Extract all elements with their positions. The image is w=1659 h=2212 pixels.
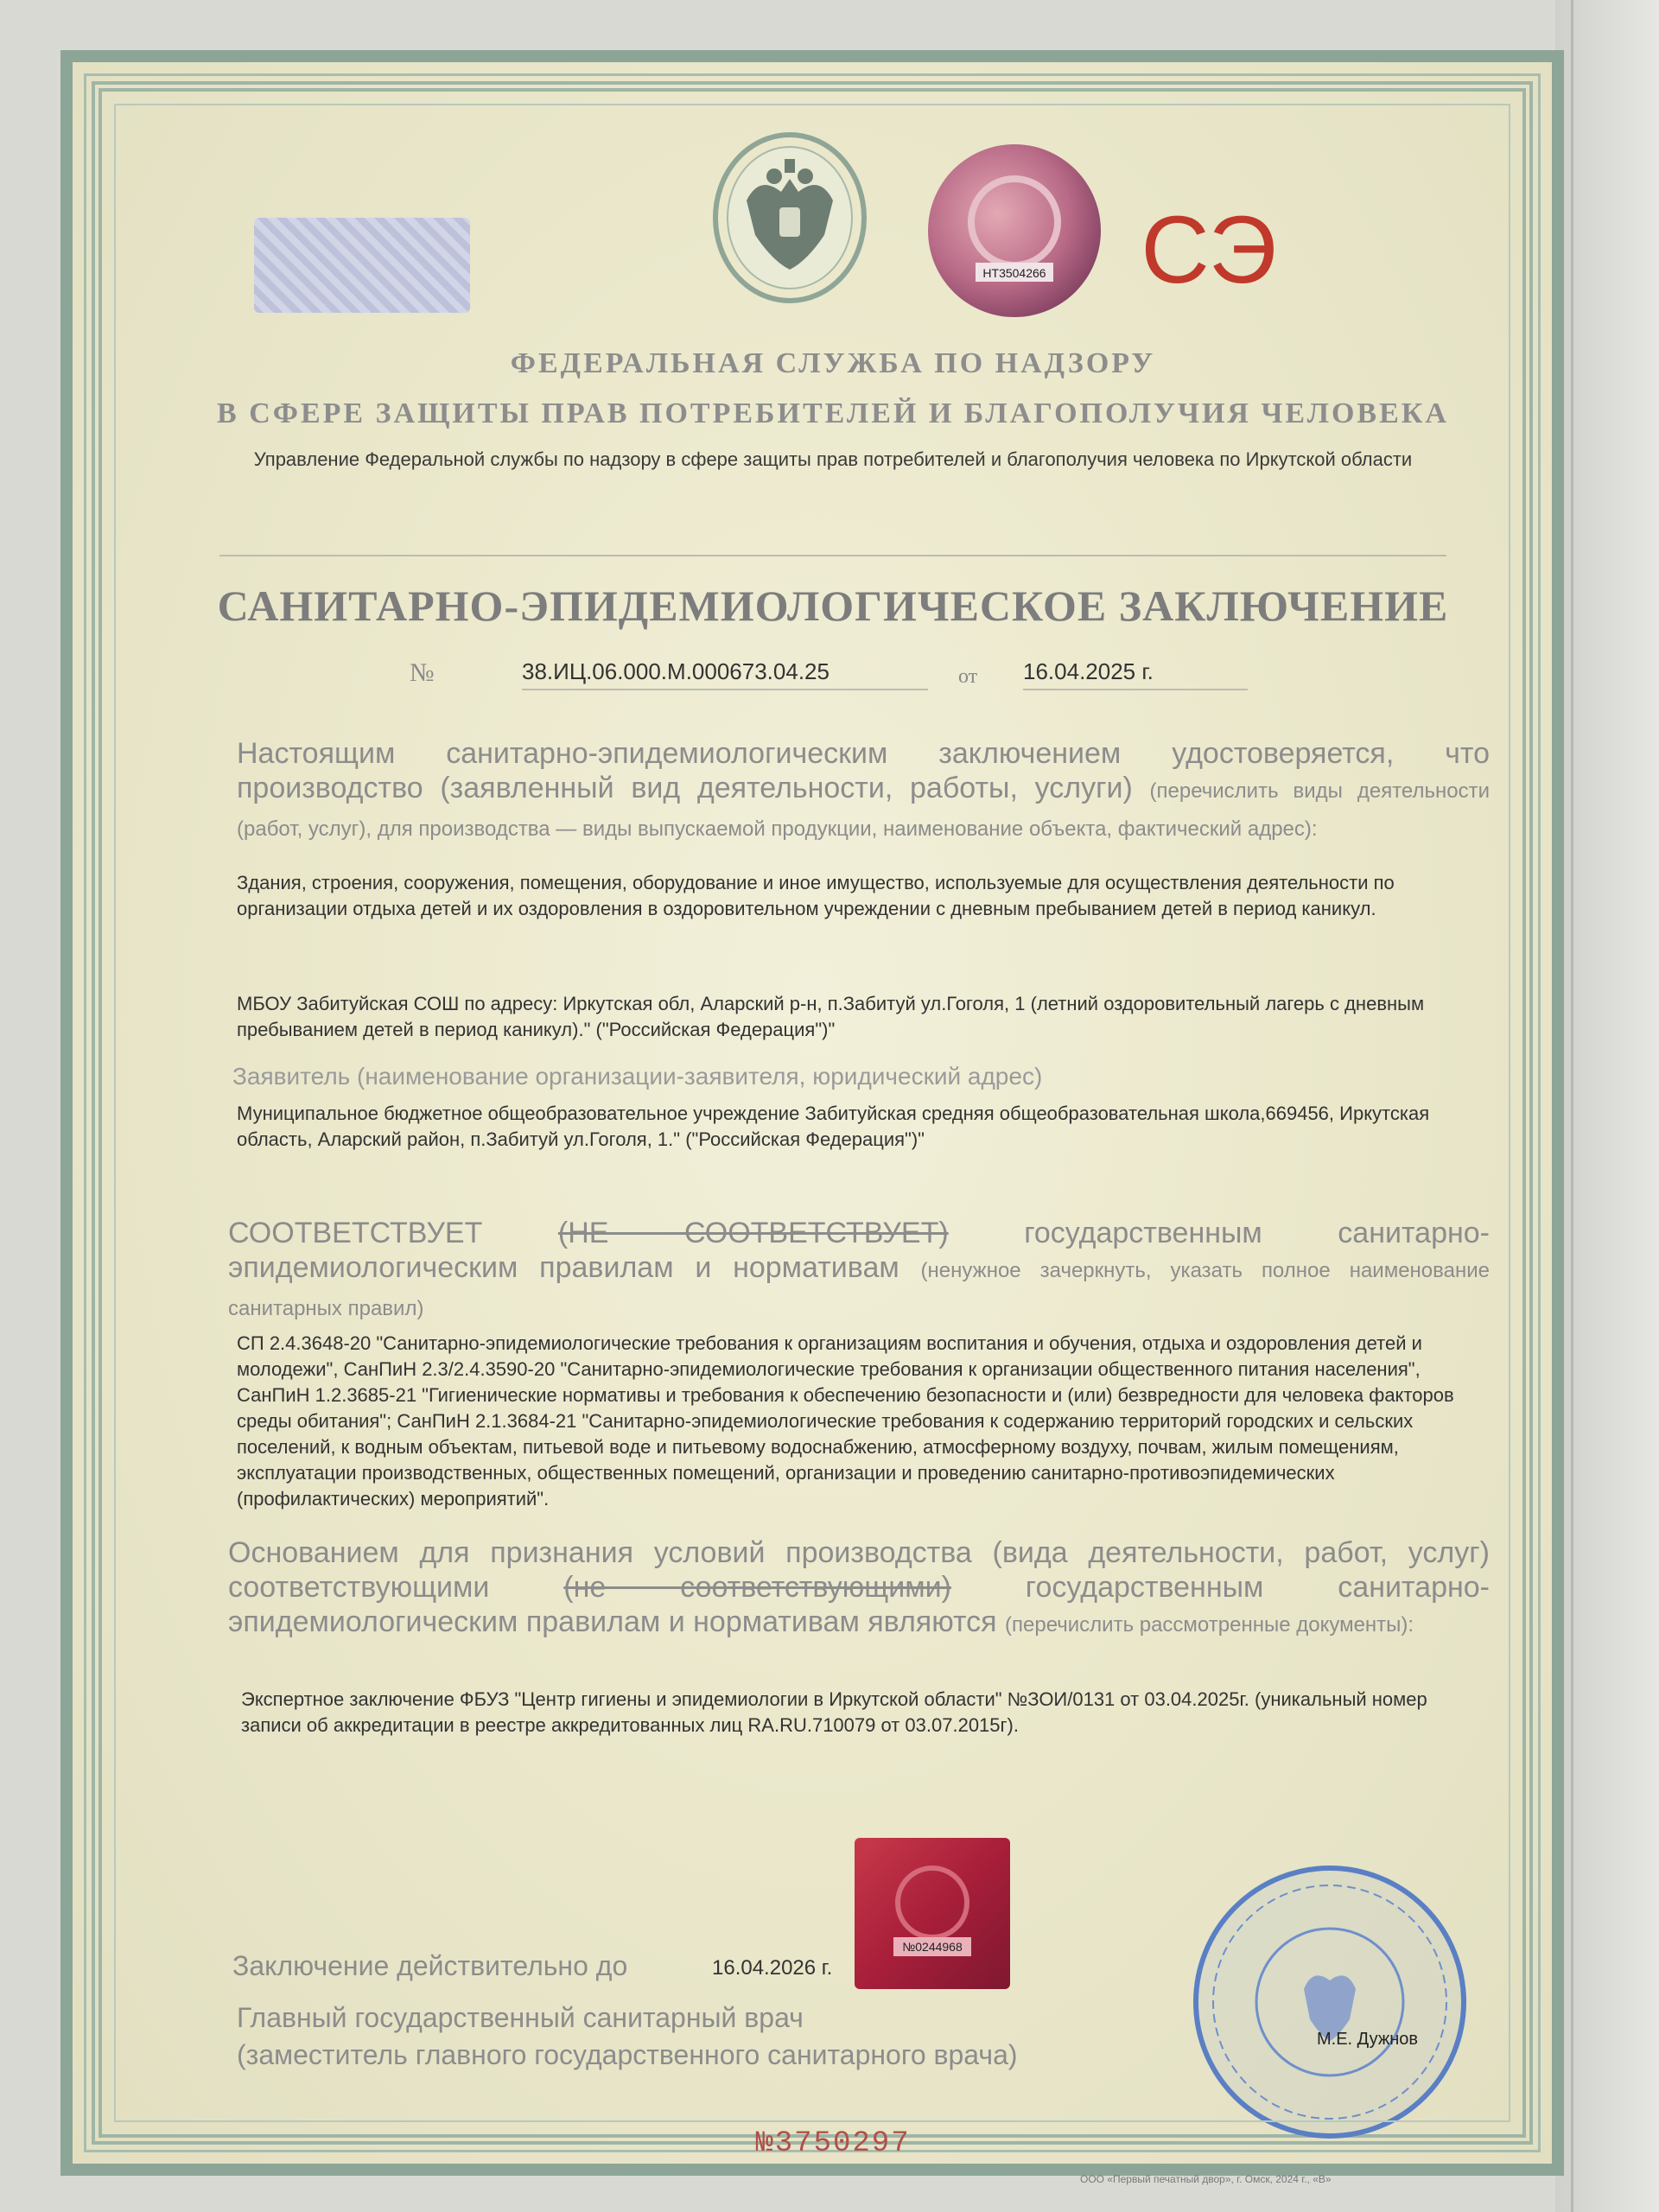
document-date: 16.04.2025 г. — [1023, 658, 1248, 690]
hologram-sticker-icon — [855, 1838, 1010, 1989]
conformity-note: (ненужное зачеркнуть, указать полное наименование санитарных правил) — [228, 1259, 1490, 1320]
signer-name: М.Е. Дужнов — [1317, 2030, 1419, 2049]
conformity-struck: (НЕ СООТВЕТСТВУЕТ) — [557, 1217, 949, 1249]
se-mark-text: СЭ — [1141, 197, 1277, 303]
document-title: САНИТАРНО-ЭПИДЕМИОЛОГИЧЕСКОЕ ЗАКЛЮЧЕНИЕ — [217, 582, 1449, 630]
rules-text: СП 2.4.3648-20 "Санитарно-эпидемиологические требования к организациям воспитания и обучения, отдыха и оздоровления детей и молодежи", СанПиН 2.3/2.4.3590-20 "Санитарно-эпидемиологические требования к организации общественного питания населения", СанПиН 1.2.3685-21 "Гигиенические нормативы и требования к обеспечению безопасности и (или) безвредности для человека факторов среды обитания"; СанПиН 2.1.3684-21 "Санитарно-эпидемиологические требования к содержанию территорий городских и сельских поселений, к водным объектам, питьевой воде и питьевому водоснабжению, атмосферному воздуху, почвам, жилым помещениям, эксплуатации производственных, общественных помещений, организации и проведению санитарно-противоэпидемических (профилактических) мероприятий". — [237, 1332, 1454, 1510]
agency-line-2: В СФЕРЕ ЗАЩИТЫ ПРАВ ПОТРЕБИТЕЛЕЙ И БЛАГОПОЛУЧИЯ ЧЕЛОВЕКА — [217, 397, 1449, 429]
intro-note: (перечислить виды деятельности (работ, услуг), для производства — виды выпускаемой продукции, наименование объекта, фактический адрес): — [237, 779, 1490, 841]
basis-struck: (не соответствующими) — [563, 1571, 951, 1604]
activity-text: Здания, строения, сооружения, помещения, оборудование и иное имущество, используемые для осуществления деятельности по организации отдыха детей и их оздоровления в оздоровительном учреждении с дневным пребыванием детей в период каникул. — [237, 872, 1395, 919]
applicant-label: Заявитель (наименование организации-заявителя, юридический адрес) — [232, 1063, 1043, 1090]
printer-imprint: ООО «Первый печатный двор», г. Омск, 2024 г., «В» — [1080, 2173, 1332, 2185]
validity-date: 16.04.2026 г. — [712, 1956, 833, 1980]
divider — [219, 555, 1446, 556]
redacted-block — [254, 218, 470, 313]
official-stamp-icon — [1187, 1859, 1472, 2145]
date-label: от — [958, 665, 978, 688]
conformity-rest: государственным санитарно-эпидемиологическим правилам и нормативам — [228, 1217, 1491, 1284]
address-text: МБОУ Забитуйская СОШ по адресу: Иркутская обл, Аларский р-н, п.Забитуй ул.Гоголя, 1 (летний оздоровительный лагерь с дневным пребыванием детей в период каникул)." ("Российская Федерация")" — [237, 993, 1425, 1040]
serial-number: №3750297 — [755, 2127, 911, 2160]
validity-label: Заключение действительно до — [232, 1950, 628, 1981]
agency-line-1: ФЕДЕРАЛЬНАЯ СЛУЖБА ПО НАДЗОРУ — [510, 347, 1156, 379]
doctor-title-line-1: Главный государственный санитарный врач — [237, 2002, 804, 2033]
document-number: 38.ИЦ.06.000.М.000673.04.25 — [522, 658, 928, 690]
applicant-text: Муниципальное бюджетное общеобразовательное учреждение Забитуйская средняя общеобразовательная школа,669456, Иркутская область, Аларский район, п.Забитуй ул.Гоголя, 1." ("Российская Федерация")" — [237, 1103, 1430, 1150]
conformity-word: СООТВЕТСТВУЕТ — [228, 1217, 483, 1249]
conformity-paragraph — [228, 1216, 1490, 1326]
basis-paragraph — [228, 1535, 1490, 1643]
basis-part-1: Основанием для признания условий производства (вида деятельности, работ, услуг) соответствующими — [228, 1536, 1490, 1604]
se-mark-icon — [1135, 192, 1282, 304]
hologram-seal-icon — [924, 140, 1105, 321]
intro-paragraph — [237, 736, 1490, 847]
monitor-edge — [1555, 0, 1659, 2212]
coat-of-arms-icon — [712, 131, 868, 304]
basis-note: (перечислить рассмотренные документы): — [1005, 1613, 1414, 1637]
certificate-sheet — [60, 50, 1564, 2176]
department-name: Управление Федеральной службы по надзору в сфере защиты прав потребителей и благополучия человека по Иркутской области — [253, 448, 1413, 470]
basis-part-2: государственным санитарно-эпидемиологическим правилам и нормативам являются — [228, 1571, 1490, 1638]
doctor-title-line-2: (заместитель главного государственного санитарного врача) — [237, 2039, 1018, 2070]
hologram-number: НТ3504266 — [982, 266, 1046, 280]
hologram-bottom-number: №0244968 — [902, 1940, 963, 1954]
expert-conclusion-text: Экспертное заключение ФБУЗ "Центр гигиены и эпидемиологии в Иркутской области" №ЗОИ/0131 от 03.04.2025г. (уникальный номер записи об аккредитации в реестре аккредитованных лиц RA.RU.710079 от 03.07.2015г). — [241, 1688, 1427, 1736]
intro-main: Настоящим санитарно-эпидемиологическим заключением удостоверяется, что производство (заявленный вид деятельности, работы, услуги) — [237, 737, 1490, 804]
number-label: № — [410, 658, 435, 687]
